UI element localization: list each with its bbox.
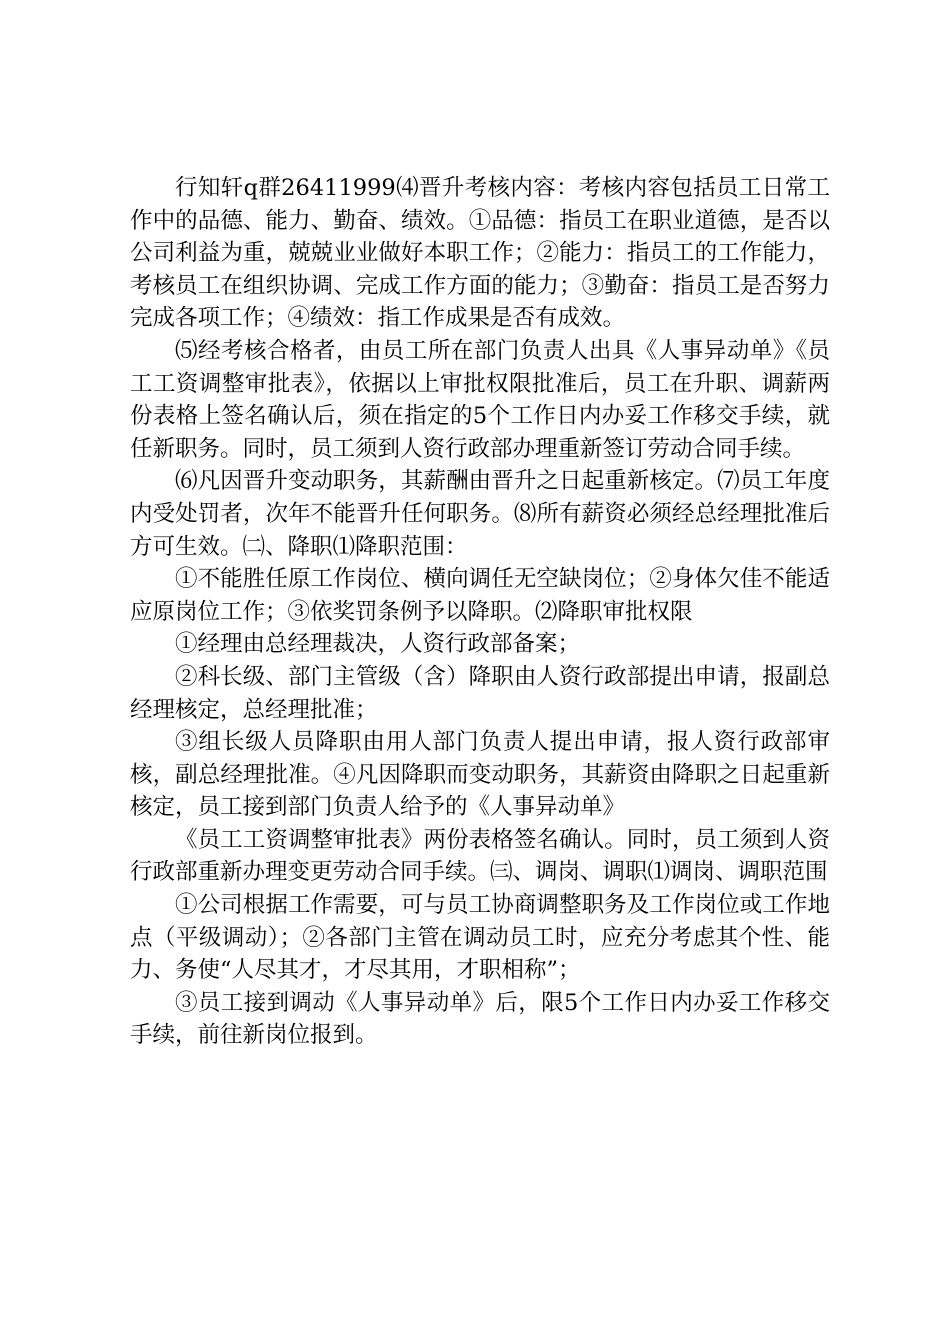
paragraph-transfer-handover: ③员工接到调动《人事异动单》后，限5个工作日内办妥工作移交手续，前往新岗位报到。	[130, 989, 830, 1049]
paragraph-demotion-team-leader: ③组长级人员降职由用人部门负责人提出申请，报人资行政部审核，副总经理批准。④凡因降职而变动职务，其薪资由降职之日起重新核定，员工接到部门负责人给予的《人事异动单》	[130, 729, 830, 821]
document-body	[130, 172, 830, 1052]
paragraph-transfer-scope: ①公司根据工作需要，可与员工协商调整职务及工作岗位或工作地点（平级调动）；②各部门主管在调动员工时，应充分考虑其个性、能力、务使“人尽其才，才尽其用，才职相称”；	[130, 892, 830, 984]
paragraph-demotion-confirmation: 《员工工资调整审批表》两份表格签名确认。同时，员工须到人资行政部重新办理变更劳动合同手续。㈢、调岗、调职⑴调岗、调职范围	[130, 826, 830, 886]
paragraph-promotion-procedure: ⑸经考核合格者，由员工所在部门负责人出具《人事异动单》《员工工资调整审批表》，依据以上审批权限批准后，员工在升职、调薪两份表格上签名确认后，须在指定的5个工作日内办妥工作移交手续，就任新职务。同时，员工须到人资行政部办理重新签订劳动合同手续。	[130, 337, 830, 462]
paragraph-demotion-section-chief: ②科长级、部门主管级（含）降职由人资行政部提出申请，报副总经理核定，总经理批准；	[130, 663, 830, 723]
paragraph-promotion-assessment: 行知轩q群26411999⑷晋升考核内容：考核内容包括员工日常工作中的品德、能力、勤奋、绩效。①品德：指员工在职业道德，是否以公司利益为重，兢兢业业做好本职工作；②能力：指员工的工作能力，考核员工在组织协调、完成工作方面的能力；③勤奋：指员工是否努力完成各项工作；④绩效：指工作成果是否有成效。	[130, 175, 830, 332]
paragraph-salary-rules: ⑹凡因晋升变动职务，其薪酬由晋升之日起重新核定。⑺员工年度内受处罚者，次年不能晋升任何职务。⑻所有薪资必须经总经理批准后方可生效。㈡、降职⑴降职范围：	[130, 468, 830, 560]
paragraph-demotion-manager: ①经理由总经理裁决，人资行政部备案；	[175, 631, 581, 658]
paragraph-demotion-scope: ①不能胜任原工作岗位、横向调任无空缺岗位；②身体欠佳不能适应原岗位工作；③依奖罚条例予以降职。⑵降职审批权限	[130, 566, 830, 625]
